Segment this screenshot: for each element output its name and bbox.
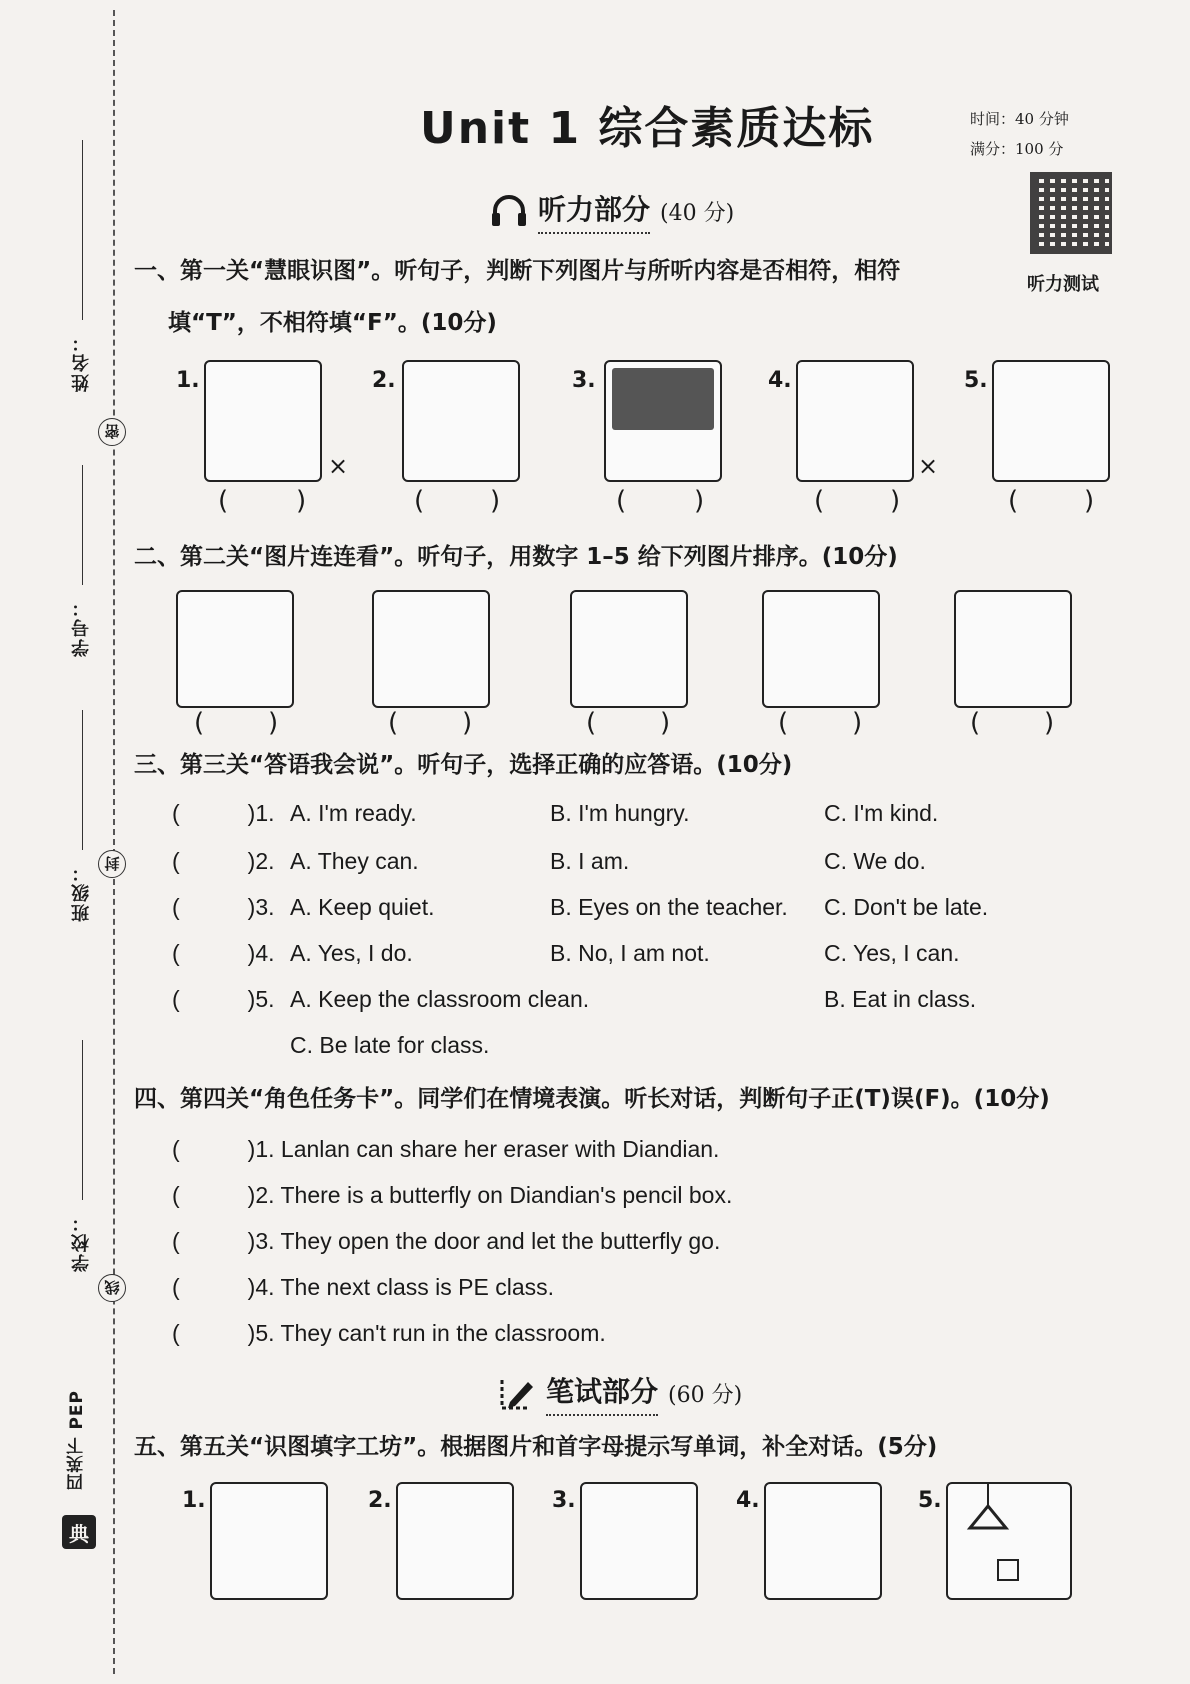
answer-paren-close: ) [852, 708, 863, 738]
answer-paren-close: ) [1044, 708, 1055, 738]
part1-picture-4 [796, 360, 914, 482]
part5-item-1-num: 1. [182, 1488, 206, 1513]
seal-mi: 密 [98, 418, 126, 446]
part1-picture-5 [992, 360, 1110, 482]
part5-item-4-num: 4. [736, 1488, 760, 1513]
part5-item-3-num: 3. [552, 1488, 576, 1513]
part5-picture-1 [210, 1482, 328, 1600]
part2-instruction: 二、第二关“图片连连看”。听句子，用数字 1–5 给下列图片排序。(10分) [134, 544, 898, 570]
answer-paren-open: ( [616, 486, 627, 516]
part2-picture-2 [372, 590, 490, 708]
answer-paren-open: ( [1008, 486, 1019, 516]
part1-item-3-num: 3. [572, 368, 596, 393]
student-number-blank [82, 465, 83, 585]
part3-question-2 [172, 848, 275, 875]
option-c: C. Be late for class. [290, 1032, 490, 1058]
option-a: A. I'm ready. [290, 800, 417, 826]
answer-paren-close: ) [268, 708, 279, 738]
option-a: A. They can. [290, 848, 419, 874]
seal-xian: 线 [98, 1274, 126, 1302]
part4-statement-4 [172, 1274, 554, 1301]
answer-paren-close: ) [694, 486, 705, 516]
answer-paren-open: ( [388, 708, 399, 738]
answer-paren-close: ) [1084, 486, 1095, 516]
part4-instruction: 四、第四关“角色任务卡”。同学们在情境表演。听长对话，判断句子正(T)误(F)。(10分) [134, 1086, 1050, 1112]
school-blank [82, 1040, 83, 1200]
answer-paren-open: ( [814, 486, 825, 516]
statement-text: )5. They can't run in the classroom. [247, 1320, 606, 1346]
part1-item-1-num: 1. [176, 368, 200, 393]
answer-paren-open: ( [970, 708, 981, 738]
answer-paren-close: ) [296, 486, 307, 516]
listening-title: 听力部分 [538, 188, 650, 234]
option-b: B. I'm hungry. [550, 800, 690, 826]
seal-feng: 封 [98, 850, 126, 878]
writing-score: (60 分) [668, 1382, 743, 1408]
answer-paren-open: ( [172, 1182, 180, 1208]
answer-paren-close: ) [490, 486, 501, 516]
cut-line [113, 10, 115, 1674]
pencil-paper-icon [498, 1374, 536, 1412]
question-number: )2. [247, 848, 275, 874]
writing-title: 笔试部分 [546, 1370, 658, 1416]
statement-text: )1. Lanlan can share her eraser with Diandian. [247, 1136, 720, 1162]
option-b: B. No, I am not. [550, 940, 710, 966]
part3-question-5 [172, 986, 275, 1013]
option-a: A. Keep quiet. [290, 894, 435, 920]
writing-heading [498, 1370, 742, 1416]
part1-picture-1 [204, 360, 322, 482]
part3-question-4 [172, 940, 275, 967]
listening-heading [490, 188, 734, 234]
brand-logo: 典 [62, 1515, 96, 1549]
question-number: )5. [247, 986, 275, 1012]
part2-picture-4 [762, 590, 880, 708]
part1-instruction-cont: 填“T”，不相符填“F”。(10分) [168, 310, 497, 336]
answer-paren-open: ( [172, 1274, 180, 1300]
part1-picture-2 [402, 360, 520, 482]
name-blank [82, 140, 83, 320]
part1-item-5-num: 5. [964, 368, 988, 393]
answer-paren-open: ( [194, 708, 205, 738]
part4-statement-2 [172, 1182, 732, 1209]
question-number: )1. [247, 800, 275, 826]
part4-statement-5 [172, 1320, 606, 1347]
option-a: A. Keep the classroom clean. [290, 986, 590, 1012]
answer-paren-open: ( [172, 940, 180, 966]
statement-text: )3. They open the door and let the butterfly go. [247, 1228, 721, 1254]
option-c: C. Don't be late. [824, 894, 989, 920]
exam-meta [970, 104, 1069, 164]
listening-score: (40 分) [660, 200, 735, 226]
option-b: B. Eyes on the teacher. [550, 894, 788, 920]
part1-mark-4: × [918, 452, 939, 480]
answer-paren-open: ( [172, 848, 180, 874]
option-c: C. We do. [824, 848, 926, 874]
part1-instruction: 一、第一关“慧眼识图”。听句子，判断下列图片与所听内容是否相符，相符 [134, 258, 901, 284]
question-number: )3. [247, 894, 275, 920]
name-field [62, 140, 102, 392]
part5-instruction: 五、第五关“识图填字工坊”。根据图片和首字母提示写单词，补全对话。(5分) [134, 1434, 938, 1460]
answer-paren-open: ( [172, 800, 180, 826]
student-number-label: 学号： [71, 597, 92, 657]
part1-picture-3 [604, 360, 722, 482]
answer-paren-close: ) [462, 708, 473, 738]
answer-paren-close: ) [890, 486, 901, 516]
option-c: C. Yes, I can. [824, 940, 960, 966]
full-score: 满分：100 分 [970, 140, 1064, 158]
qr-code[interactable] [1030, 172, 1112, 254]
part4-statement-3 [172, 1228, 720, 1255]
part5-item-5-num: 5. [918, 1488, 942, 1513]
class-blank [82, 710, 83, 850]
time-limit: 时间：40 分钟 [970, 110, 1069, 128]
blackboard [612, 368, 714, 430]
answer-paren-open: ( [586, 708, 597, 738]
question-number: )4. [247, 940, 275, 966]
option-b: B. I am. [550, 848, 630, 874]
school-label: 学校： [71, 1212, 92, 1272]
part1-mark-1: × [328, 452, 349, 480]
book-code: 四英下 PEP [67, 1390, 87, 1491]
part5-picture-3 [580, 1482, 698, 1600]
school-field [62, 1040, 102, 1272]
page-title: Unit 1 综合素质达标 [420, 103, 875, 154]
binding-margin [0, 0, 120, 1684]
part2-picture-3 [570, 590, 688, 708]
part1-item-2-num: 2. [372, 368, 396, 393]
answer-paren-open: ( [172, 1320, 180, 1346]
option-c: C. I'm kind. [824, 800, 939, 826]
name-label: 姓名： [71, 332, 92, 392]
option-b: B. Eat in class. [824, 986, 977, 1012]
statement-text: )4. The next class is PE class. [247, 1274, 555, 1300]
part3-question-3 [172, 894, 275, 921]
answer-paren-open: ( [778, 708, 789, 738]
part1-item-4-num: 4. [768, 368, 792, 393]
class-field [62, 710, 102, 922]
answer-paren-open: ( [218, 486, 229, 516]
class-label: 班级： [71, 862, 92, 922]
answer-paren-open: ( [172, 986, 180, 1012]
option-a: A. Yes, I do. [290, 940, 413, 966]
student-number-field [62, 465, 102, 657]
headphones-icon [490, 193, 528, 229]
part4-statement-1 [172, 1136, 719, 1163]
qr-caption: 听力测试 [1027, 274, 1099, 295]
answer-paren-close: ) [660, 708, 671, 738]
part3-question-1 [172, 800, 275, 827]
statement-text: )2. There is a butterfly on Diandian's pencil box. [247, 1182, 733, 1208]
answer-paren-open: ( [172, 1136, 180, 1162]
part5-picture-2 [396, 1482, 514, 1600]
part5-picture-5 [946, 1482, 1072, 1600]
part2-picture-1 [176, 590, 294, 708]
answer-paren-open: ( [172, 894, 180, 920]
part3-instruction: 三、第三关“答语我会说”。听句子，选择正确的应答语。(10分) [134, 752, 793, 778]
ceiling-lamp-icon [948, 1484, 1068, 1596]
part5-picture-4 [764, 1482, 882, 1600]
answer-paren-open: ( [172, 1228, 180, 1254]
part5-item-2-num: 2. [368, 1488, 392, 1513]
answer-paren-open: ( [414, 486, 425, 516]
part2-picture-5 [954, 590, 1072, 708]
